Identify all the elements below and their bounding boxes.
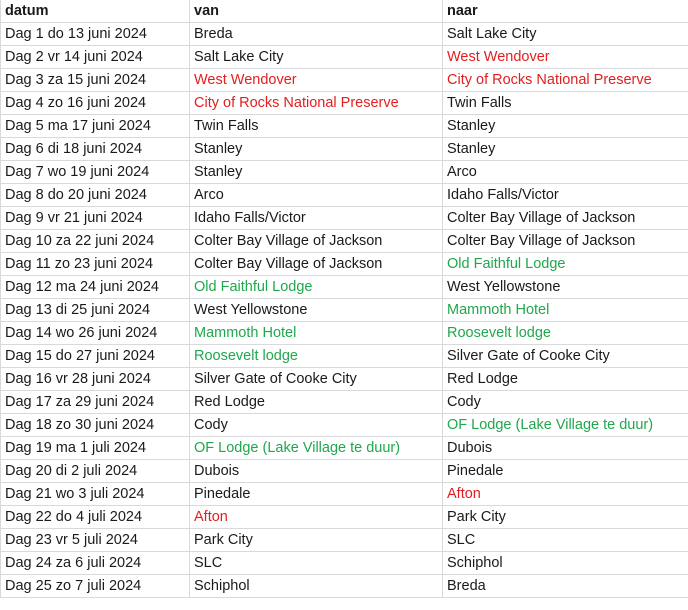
- cell-van[interactable]: Arco: [190, 184, 443, 207]
- cell-van[interactable]: Colter Bay Village of Jackson: [190, 230, 443, 253]
- header-van[interactable]: van: [190, 0, 443, 23]
- cell-naar[interactable]: Mammoth Hotel: [443, 299, 688, 322]
- table-row: [1, 460, 688, 483]
- table-row: [1, 483, 688, 506]
- cell-van[interactable]: Red Lodge: [190, 391, 443, 414]
- cell-naar[interactable]: Red Lodge: [443, 368, 688, 391]
- cell-van[interactable]: City of Rocks National Preserve: [190, 92, 443, 115]
- table-row: [1, 506, 688, 529]
- cell-datum[interactable]: Dag 15 do 27 juni 2024: [1, 345, 190, 368]
- table-row: [1, 161, 688, 184]
- cell-van[interactable]: Stanley: [190, 138, 443, 161]
- cell-datum[interactable]: Dag 4 zo 16 juni 2024: [1, 92, 190, 115]
- cell-naar[interactable]: Afton: [443, 483, 688, 506]
- cell-naar[interactable]: Breda: [443, 575, 688, 598]
- cell-naar[interactable]: West Wendover: [443, 46, 688, 69]
- cell-datum[interactable]: Dag 9 vr 21 juni 2024: [1, 207, 190, 230]
- cell-datum[interactable]: Dag 14 wo 26 juni 2024: [1, 322, 190, 345]
- cell-van[interactable]: Old Faithful Lodge: [190, 276, 443, 299]
- table-row: [1, 207, 688, 230]
- cell-datum[interactable]: Dag 12 ma 24 juni 2024: [1, 276, 190, 299]
- table-row: [1, 575, 688, 598]
- cell-van[interactable]: Colter Bay Village of Jackson: [190, 253, 443, 276]
- cell-datum[interactable]: Dag 24 za 6 juli 2024: [1, 552, 190, 575]
- table-row: [1, 322, 688, 345]
- cell-datum[interactable]: Dag 7 wo 19 juni 2024: [1, 161, 190, 184]
- table-row: [1, 414, 688, 437]
- cell-naar[interactable]: Old Faithful Lodge: [443, 253, 688, 276]
- table-row: [1, 115, 688, 138]
- cell-van[interactable]: Mammoth Hotel: [190, 322, 443, 345]
- cell-datum[interactable]: Dag 21 wo 3 juli 2024: [1, 483, 190, 506]
- cell-datum[interactable]: Dag 6 di 18 juni 2024: [1, 138, 190, 161]
- table-row: [1, 276, 688, 299]
- cell-datum[interactable]: Dag 2 vr 14 juni 2024: [1, 46, 190, 69]
- cell-van[interactable]: OF Lodge (Lake Village te duur): [190, 437, 443, 460]
- cell-datum[interactable]: Dag 23 vr 5 juli 2024: [1, 529, 190, 552]
- table-row: [1, 138, 688, 161]
- cell-datum[interactable]: Dag 1 do 13 juni 2024: [1, 23, 190, 46]
- table-row: [1, 92, 688, 115]
- cell-datum[interactable]: Dag 19 ma 1 juli 2024: [1, 437, 190, 460]
- cell-van[interactable]: Afton: [190, 506, 443, 529]
- header-datum[interactable]: datum: [1, 0, 190, 23]
- table-row: [1, 46, 688, 69]
- cell-datum[interactable]: Dag 8 do 20 juni 2024: [1, 184, 190, 207]
- table-row: [1, 345, 688, 368]
- cell-naar[interactable]: Twin Falls: [443, 92, 688, 115]
- cell-naar[interactable]: Colter Bay Village of Jackson: [443, 207, 688, 230]
- cell-van[interactable]: Breda: [190, 23, 443, 46]
- cell-naar[interactable]: West Yellowstone: [443, 276, 688, 299]
- cell-naar[interactable]: OF Lodge (Lake Village te duur): [443, 414, 688, 437]
- cell-naar[interactable]: Salt Lake City: [443, 23, 688, 46]
- cell-datum[interactable]: Dag 3 za 15 juni 2024: [1, 69, 190, 92]
- cell-van[interactable]: Roosevelt lodge: [190, 345, 443, 368]
- table-row: [1, 69, 688, 92]
- cell-datum[interactable]: Dag 17 za 29 juni 2024: [1, 391, 190, 414]
- cell-naar[interactable]: Arco: [443, 161, 688, 184]
- cell-datum[interactable]: Dag 11 zo 23 juni 2024: [1, 253, 190, 276]
- cell-van[interactable]: Park City: [190, 529, 443, 552]
- cell-naar[interactable]: Pinedale: [443, 460, 688, 483]
- cell-datum[interactable]: Dag 16 vr 28 juni 2024: [1, 368, 190, 391]
- cell-naar[interactable]: Roosevelt lodge: [443, 322, 688, 345]
- cell-naar[interactable]: Stanley: [443, 138, 688, 161]
- cell-datum[interactable]: Dag 13 di 25 juni 2024: [1, 299, 190, 322]
- cell-van[interactable]: Salt Lake City: [190, 46, 443, 69]
- cell-datum[interactable]: Dag 22 do 4 juli 2024: [1, 506, 190, 529]
- header-naar[interactable]: naar: [443, 0, 688, 23]
- cell-naar[interactable]: Cody: [443, 391, 688, 414]
- cell-naar[interactable]: Colter Bay Village of Jackson: [443, 230, 688, 253]
- table-row: [1, 437, 688, 460]
- cell-van[interactable]: Silver Gate of Cooke City: [190, 368, 443, 391]
- cell-naar[interactable]: Silver Gate of Cooke City: [443, 345, 688, 368]
- cell-naar[interactable]: Stanley: [443, 115, 688, 138]
- cell-van[interactable]: SLC: [190, 552, 443, 575]
- table-body: [1, 23, 688, 598]
- cell-van[interactable]: Idaho Falls/Victor: [190, 207, 443, 230]
- cell-datum[interactable]: Dag 10 za 22 juni 2024: [1, 230, 190, 253]
- cell-naar[interactable]: SLC: [443, 529, 688, 552]
- cell-van[interactable]: West Wendover: [190, 69, 443, 92]
- cell-datum[interactable]: Dag 18 zo 30 juni 2024: [1, 414, 190, 437]
- table-row: [1, 552, 688, 575]
- cell-naar[interactable]: Idaho Falls/Victor: [443, 184, 688, 207]
- cell-van[interactable]: Dubois: [190, 460, 443, 483]
- cell-van[interactable]: Cody: [190, 414, 443, 437]
- table-row: [1, 391, 688, 414]
- table-row: [1, 529, 688, 552]
- cell-datum[interactable]: Dag 20 di 2 juli 2024: [1, 460, 190, 483]
- table-row: [1, 23, 688, 46]
- cell-van[interactable]: Pinedale: [190, 483, 443, 506]
- cell-van[interactable]: Stanley: [190, 161, 443, 184]
- cell-van[interactable]: West Yellowstone: [190, 299, 443, 322]
- table-row: [1, 368, 688, 391]
- table-row: [1, 299, 688, 322]
- cell-naar[interactable]: Park City: [443, 506, 688, 529]
- cell-datum[interactable]: Dag 5 ma 17 juni 2024: [1, 115, 190, 138]
- table-row: [1, 230, 688, 253]
- table-row: [1, 253, 688, 276]
- cell-datum[interactable]: Dag 25 zo 7 juli 2024: [1, 575, 190, 598]
- cell-naar[interactable]: Schiphol: [443, 552, 688, 575]
- cell-van[interactable]: Twin Falls: [190, 115, 443, 138]
- cell-van[interactable]: Schiphol: [190, 575, 443, 598]
- cell-naar[interactable]: Dubois: [443, 437, 688, 460]
- header-row: [1, 0, 688, 23]
- cell-naar[interactable]: City of Rocks National Preserve: [443, 69, 688, 92]
- table-row: [1, 184, 688, 207]
